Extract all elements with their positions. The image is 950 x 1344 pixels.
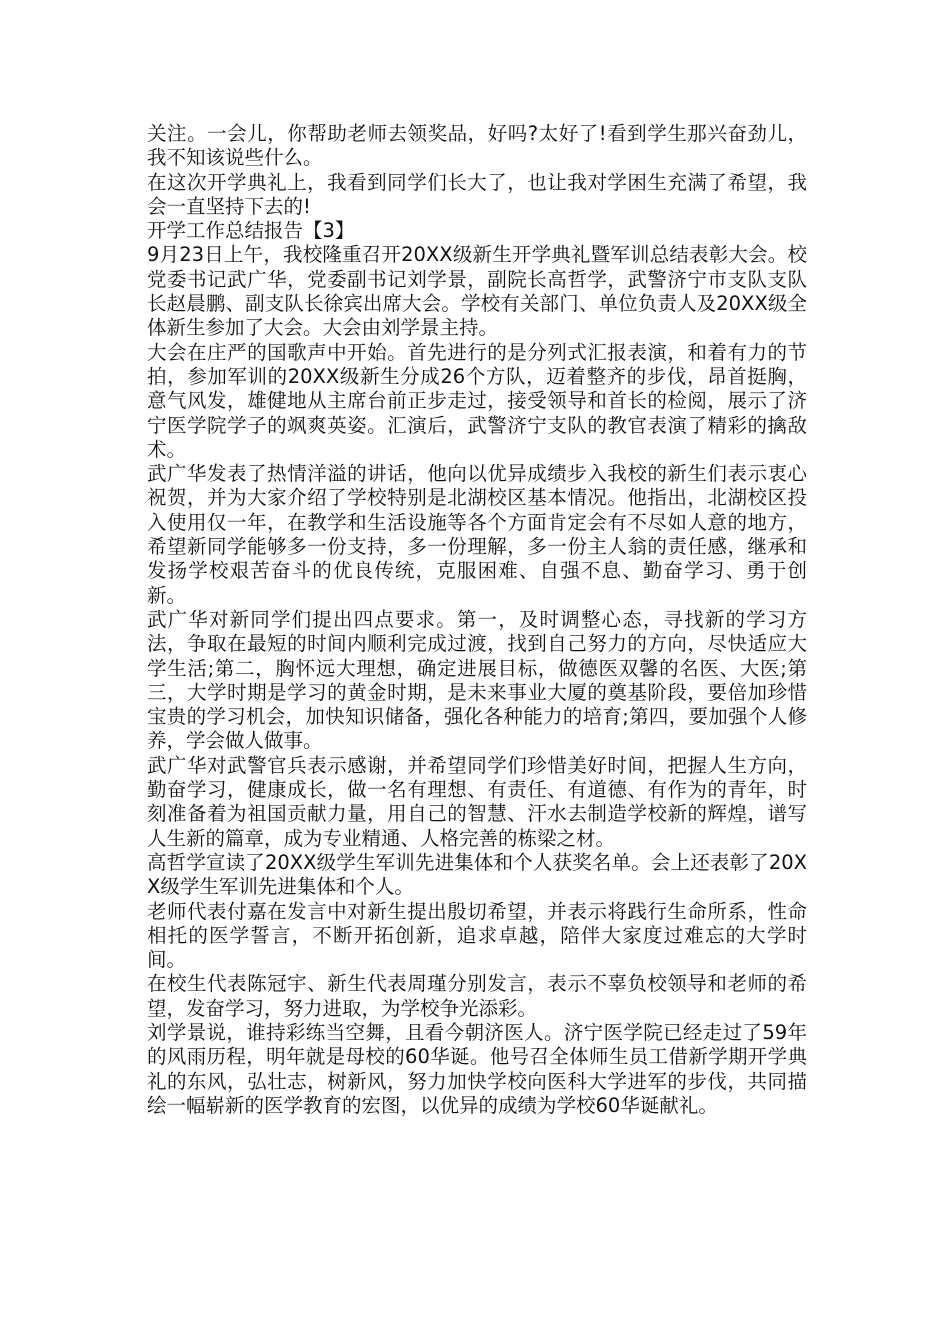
document-body bbox=[147, 122, 807, 1118]
section-heading: 开学工作总结报告【3】 bbox=[147, 219, 355, 243]
paragraph: 武广华对新同学们提出四点要求。第一，及时调整心态，寻找新的学习方法，争取在最短的时间内顺利完成过渡，找到自己努力的方向，尽快适应大学生活;第二，胸怀远大理想，确定进展目标，做德医双馨的名医、大医;第三，大学时期是学习的黄金时期，是未来事业大厦的奠基阶段，要倍加珍惜宝贵的学习机会，加快知识储备，强化各种能力的培育;第四，要加强个人修养，学会做人做事。 bbox=[147, 607, 807, 753]
paragraph: 武广华对武警官兵表示感谢，并希望同学们珍惜美好时间，把握人生方向，勤奋学习，健康成长，做一名有理想、有责任、有道德、有作为的青年，时刻准备着为祖国贡献力量，用自己的智慧、汗水去制造学校新的辉煌，谱写人生新的篇章，成为专业精通、人格完善的栋梁之材。 bbox=[147, 753, 807, 850]
paragraph: 高哲学宣读了20XX级学生军训先进集体和个人获奖名单。会上还表彰了20XX级学生军训先进集体和个人。 bbox=[147, 850, 807, 899]
paragraph: 在这次开学典礼上，我看到同学们长大了，也让我对学困生充满了希望，我会一直坚持下去的! bbox=[147, 170, 807, 218]
paragraph: 大会在庄严的国歌声中开始。首先进行的是分列式汇报表演，和着有力的节拍，参加军训的20XX级新生分成26个方队，迈着整齐的步伐，昂首挺胸，意气风发，雄健地从主席台前正步走过，接受领导和首长的检阅，展示了济宁医学院学子的飒爽英姿。汇演后，武警济宁支队的教官表演了精彩的擒敌术。 bbox=[147, 340, 807, 461]
paragraph: 老师代表付嘉在发言中对新生提出殷切希望，并表示将践行生命所系，性命相托的医学誓言，不断开拓创新，追求卓越，陪伴大家度过难忘的大学时间。 bbox=[147, 899, 807, 972]
paragraph: 关注。一会儿，你帮助老师去领奖品，好吗?太好了!看到学生那兴奋劲儿，我不知该说些什么。 bbox=[147, 122, 807, 170]
paragraph: 9月23日上午，我校隆重召开20XX级新生开学典礼暨军训总结表彰大会。校党委书记武广华，党委副书记刘学景，副院长高哲学，武警济宁市支队支队长赵晨鹏、副支队长徐宾出席大会。学校有关部门、单位负责人及20XX级全体新生参加了大会。大会由刘学景主持。 bbox=[147, 243, 807, 340]
paragraph: 在校生代表陈冠宇、新生代表周瑾分别发言，表示不辜负校领导和老师的希望，发奋学习，努力进取，为学校争光添彩。 bbox=[147, 972, 807, 1020]
paragraph: 武广华发表了热情洋溢的讲话，他向以优异成绩步入我校的新生们表示衷心祝贺，并为大家介绍了学校特别是北湖校区基本情况。他指出，北湖校区投入使用仅一年，在教学和生活设施等各个方面肯定会有不尽如人意的地方，希望新同学能够多一份支持，多一份理解，多一份主人翁的责任感，继承和发扬学校艰苦奋斗的优良传统，克服困难、自强不息、勤奋学习、勇于创新。 bbox=[147, 462, 807, 607]
paragraph: 刘学景说，谁持彩练当空舞，且看今朝济医人。济宁医学院已经走过了59年的风雨历程，明年就是母校的60华诞。他号召全体师生员工借新学期开学典礼的东风，弘壮志，树新风，努力加快学校向医科大学进军的步伐，共同描绘一幅崭新的医学教育的宏图，以优异的成绩为学校60华诞献礼。 bbox=[147, 1020, 807, 1117]
